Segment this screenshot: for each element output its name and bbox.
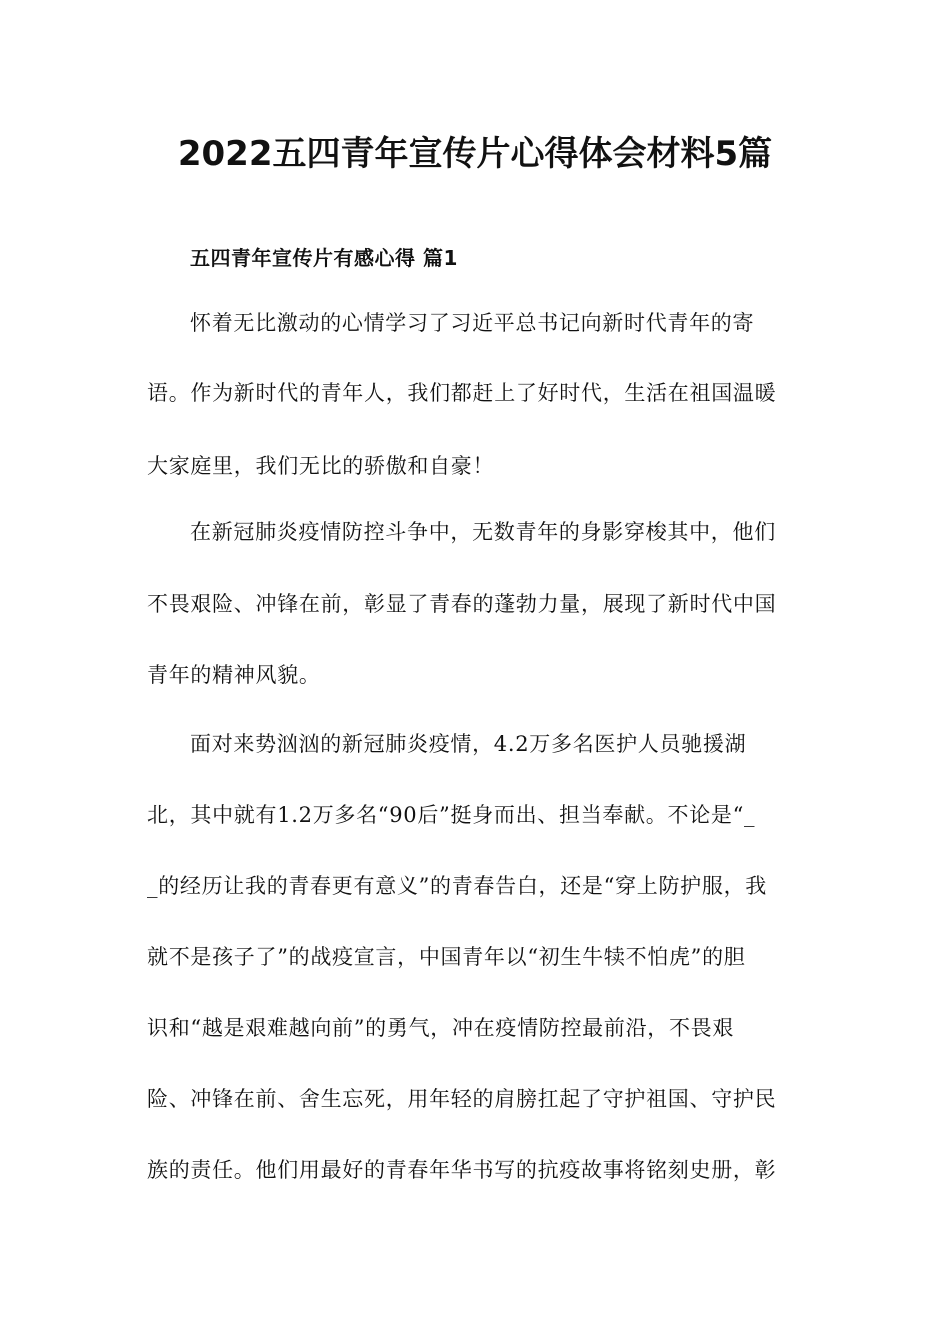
- paragraph-line: 不畏艰险、冲锋在前，彰显了青春的蓬勃力量，展现了新时代中国: [147, 592, 777, 616]
- paragraph-line: 险、冲锋在前、舍生忘死，用年轻的肩膀扛起了守护祖国、守护民: [147, 1087, 777, 1111]
- document-title: 2022五四青年宣传片心得体会材料5篇: [177, 134, 773, 174]
- paragraph-line: 就不是孩子了”的战疫宣言，中国青年以“初生牛犊不怕虎”的胆: [147, 945, 746, 969]
- paragraph-line: 在新冠肺炎疫情防控斗争中，无数青年的身影穿梭其中，他们: [190, 520, 776, 544]
- paragraph-line: 识和“越是艰难越向前”的勇气，冲在疫情防控最前沿，不畏艰: [147, 1016, 735, 1040]
- paragraph-line: _的经历让我的青春更有意义”的青春告白，还是“穿上防护服，我: [147, 874, 767, 898]
- paragraph-line: 青年的精神风貌。: [147, 663, 321, 687]
- section-heading: 五四青年宣传片有感心得 篇1: [190, 246, 458, 270]
- paragraph-line: 族的责任。他们用最好的青春年华书写的抗疫故事将铭刻史册，彰: [147, 1158, 777, 1182]
- paragraph-line: 北，其中就有1.2万多名“90后”挺身而出、担当奉献。不论是“_: [147, 803, 756, 827]
- paragraph-line: 面对来势汹汹的新冠肺炎疫情，4.2万多名医护人员驰援湖: [190, 732, 747, 756]
- paragraph-line: 语。作为新时代的青年人，我们都赶上了好时代，生活在祖国温暖: [147, 381, 777, 405]
- paragraph-line: 怀着无比激动的心情学习了习近平总书记向新时代青年的寄: [190, 311, 755, 335]
- paragraph-line: 大家庭里，我们无比的骄傲和自豪！: [147, 454, 495, 478]
